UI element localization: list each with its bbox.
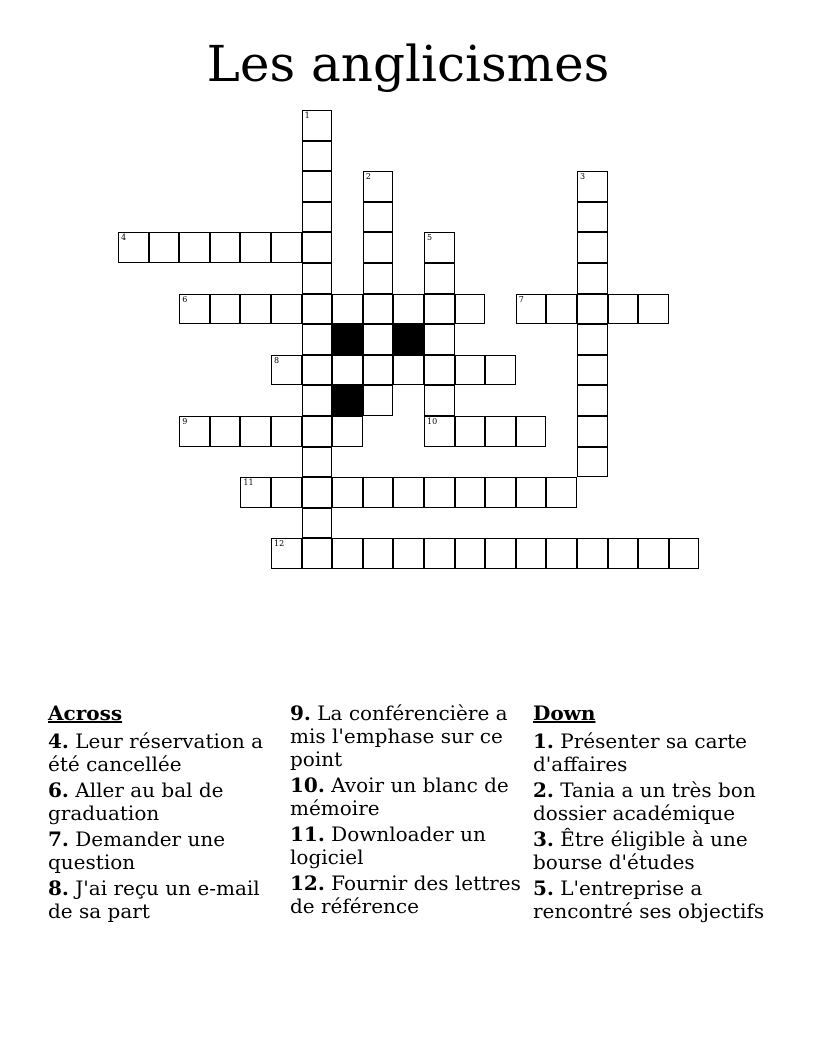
grid-cell[interactable] bbox=[302, 538, 333, 569]
grid-cell[interactable] bbox=[424, 294, 455, 325]
grid-cell[interactable] bbox=[363, 232, 394, 263]
clue-across-4[interactable]: 4. Leur réservation a été cancellée bbox=[48, 729, 264, 776]
grid-cell[interactable] bbox=[577, 202, 608, 233]
grid-cell[interactable] bbox=[516, 477, 547, 508]
grid-cell[interactable] bbox=[271, 294, 302, 325]
grid-cell[interactable] bbox=[271, 538, 302, 569]
grid-cell[interactable] bbox=[302, 263, 333, 294]
grid-cell[interactable] bbox=[302, 232, 333, 263]
grid-cell[interactable] bbox=[577, 171, 608, 202]
grid-cell[interactable] bbox=[546, 294, 577, 325]
grid-cell[interactable] bbox=[577, 232, 608, 263]
grid-cell[interactable] bbox=[271, 232, 302, 263]
clue-number-label: 1 bbox=[304, 111, 310, 120]
grid-cell[interactable] bbox=[455, 355, 486, 386]
grid-cell[interactable] bbox=[424, 355, 455, 386]
clue-down-2[interactable]: 2. Tania a un très bon dossier académique bbox=[533, 778, 756, 825]
clue-number-label: 5 bbox=[427, 233, 433, 243]
grid-cell[interactable] bbox=[363, 477, 394, 508]
clue-number-label: 10 bbox=[427, 417, 438, 426]
grid-cell[interactable] bbox=[577, 416, 608, 447]
grid-cell[interactable] bbox=[363, 202, 394, 233]
grid-cell[interactable] bbox=[393, 294, 424, 325]
clue-number-label: 7 bbox=[518, 294, 524, 304]
clue-number-label: 12 bbox=[274, 539, 285, 549]
grid-cell[interactable] bbox=[149, 232, 180, 263]
grid-cell[interactable] bbox=[577, 538, 608, 569]
grid-cell[interactable] bbox=[302, 110, 333, 141]
grid-cell[interactable] bbox=[577, 447, 608, 478]
grid-cell[interactable] bbox=[240, 416, 271, 447]
clue-across-7[interactable]: 7. Demander une question bbox=[48, 827, 226, 874]
grid-cell[interactable] bbox=[424, 385, 455, 416]
grid-cell[interactable] bbox=[577, 355, 608, 386]
grid-cell[interactable] bbox=[485, 538, 516, 569]
grid-cell[interactable] bbox=[424, 477, 455, 508]
clue-across-10[interactable]: 10. Avoir un blanc de mémoire bbox=[290, 773, 509, 820]
grid-cell[interactable] bbox=[302, 477, 333, 508]
grid-cell[interactable] bbox=[546, 538, 577, 569]
grid-cell[interactable] bbox=[455, 416, 486, 447]
grid-cell[interactable] bbox=[179, 294, 210, 325]
grid-cell[interactable] bbox=[302, 447, 333, 478]
grid-cell[interactable] bbox=[332, 538, 363, 569]
grid-cell[interactable] bbox=[302, 385, 333, 416]
clue-across-11[interactable]: 11. Downloader un logiciel bbox=[290, 822, 486, 869]
clue-number-label: 8 bbox=[274, 355, 280, 365]
grid-cell[interactable] bbox=[302, 508, 333, 539]
clue-column-2 bbox=[290, 702, 526, 921]
clue-number-label: 4 bbox=[121, 233, 127, 243]
clue-down-3[interactable]: 3. Être éligible à une bourse d'études bbox=[533, 827, 748, 874]
grid-cell[interactable] bbox=[424, 324, 455, 355]
clue-across-8[interactable]: 8. J'ai reçu un e-mail de sa part bbox=[48, 876, 260, 923]
grid-cell[interactable] bbox=[669, 538, 700, 569]
grid-cell[interactable] bbox=[393, 538, 424, 569]
grid-cell[interactable] bbox=[271, 477, 302, 508]
grid-cell[interactable] bbox=[546, 477, 577, 508]
grid-cell[interactable] bbox=[179, 416, 210, 447]
grid-cell[interactable] bbox=[210, 294, 241, 325]
grid-cell[interactable] bbox=[118, 232, 149, 263]
grid-cell[interactable] bbox=[271, 355, 302, 386]
grid-cell[interactable] bbox=[455, 538, 486, 569]
clue-down-1[interactable]: 1. Présenter sa carte d'affaires bbox=[533, 729, 747, 776]
grid-cell[interactable] bbox=[240, 232, 271, 263]
grid-block-cell bbox=[332, 324, 363, 355]
grid-cell[interactable] bbox=[271, 416, 302, 447]
grid-cell[interactable] bbox=[302, 324, 333, 355]
clue-across-6[interactable]: 6. Aller au bal de graduation bbox=[48, 778, 224, 825]
grid-cell[interactable] bbox=[393, 477, 424, 508]
grid-cell[interactable] bbox=[638, 294, 669, 325]
grid-cell[interactable] bbox=[424, 416, 455, 447]
grid-cell[interactable] bbox=[179, 232, 210, 263]
grid-cell[interactable] bbox=[210, 416, 241, 447]
clue-column-1 bbox=[48, 702, 280, 926]
clue-number-label: 3 bbox=[580, 172, 586, 182]
grid-cell[interactable] bbox=[577, 324, 608, 355]
clue-number-label: 6 bbox=[182, 294, 188, 304]
clue-number-label: 2 bbox=[365, 172, 371, 182]
grid-cell[interactable] bbox=[393, 355, 424, 386]
grid-cell[interactable] bbox=[302, 416, 333, 447]
grid-cell[interactable] bbox=[210, 232, 241, 263]
grid-cell[interactable] bbox=[577, 294, 608, 325]
grid-cell[interactable] bbox=[302, 355, 333, 386]
grid-cell[interactable] bbox=[577, 385, 608, 416]
grid-cell[interactable] bbox=[363, 538, 394, 569]
puzzle-title: Les anglicismes bbox=[206, 35, 610, 93]
grid-cell[interactable] bbox=[332, 355, 363, 386]
grid-cell[interactable] bbox=[485, 416, 516, 447]
grid-cell[interactable] bbox=[302, 294, 333, 325]
grid-cell[interactable] bbox=[638, 538, 669, 569]
grid-cell[interactable] bbox=[302, 141, 333, 172]
grid-cell[interactable] bbox=[240, 294, 271, 325]
grid-cell[interactable] bbox=[516, 416, 547, 447]
grid-cell[interactable] bbox=[363, 355, 394, 386]
grid-cell[interactable] bbox=[424, 538, 455, 569]
grid-cell[interactable] bbox=[516, 538, 547, 569]
grid-block-cell bbox=[332, 385, 363, 416]
clue-across-12[interactable]: 12. Fournir des lettres de référence bbox=[290, 871, 521, 918]
grid-cell[interactable] bbox=[302, 171, 333, 202]
grid-cell[interactable] bbox=[363, 385, 394, 416]
grid-cell[interactable] bbox=[485, 477, 516, 508]
grid-block-cell bbox=[393, 324, 424, 355]
grid-cell[interactable] bbox=[608, 294, 639, 325]
across-heading: Across bbox=[48, 701, 123, 725]
grid-cell[interactable] bbox=[363, 171, 394, 202]
grid-cell[interactable] bbox=[332, 294, 363, 325]
clue-number-label: 9 bbox=[182, 417, 188, 426]
grid-cell[interactable] bbox=[424, 232, 455, 263]
grid-cell[interactable] bbox=[455, 294, 486, 325]
grid-cell[interactable] bbox=[363, 324, 394, 355]
clue-column-3 bbox=[533, 702, 773, 926]
grid-cell[interactable] bbox=[332, 416, 363, 447]
grid-cell[interactable] bbox=[332, 477, 363, 508]
grid-cell[interactable] bbox=[240, 477, 271, 508]
grid-cell[interactable] bbox=[424, 263, 455, 294]
grid-cell[interactable] bbox=[485, 355, 516, 386]
grid-cell[interactable] bbox=[363, 294, 394, 325]
clue-across-9[interactable]: 9. La conférencière a mis l'emphase sur ce point bbox=[290, 701, 508, 771]
grid-cell[interactable] bbox=[363, 263, 394, 294]
grid-cell[interactable] bbox=[455, 477, 486, 508]
grid-cell[interactable] bbox=[608, 538, 639, 569]
down-heading: Down bbox=[533, 701, 596, 725]
clue-down-5[interactable]: 5. L'entreprise a rencontré ses objectifs bbox=[533, 876, 765, 923]
grid-cell[interactable] bbox=[302, 202, 333, 233]
grid-cell[interactable] bbox=[577, 263, 608, 294]
clue-number-label: 11 bbox=[243, 478, 254, 488]
grid-cell[interactable] bbox=[516, 294, 547, 325]
